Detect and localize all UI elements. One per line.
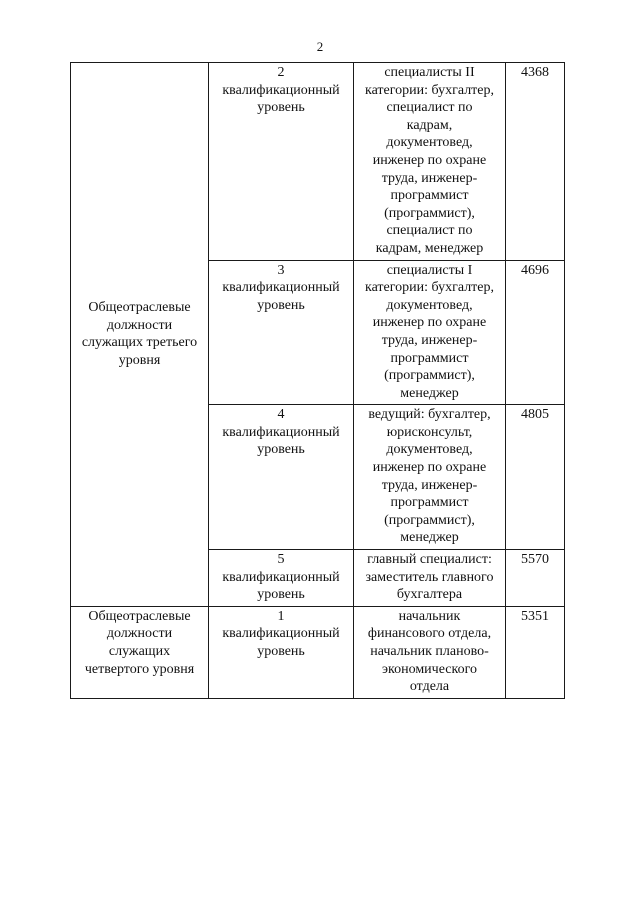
salary-cell: 4805 bbox=[506, 405, 565, 550]
positions-line: категории: бухгалтер, bbox=[364, 82, 495, 98]
positions-cell bbox=[354, 63, 506, 261]
positions-line: главный специалист: bbox=[367, 552, 492, 568]
positions-line: документовед, bbox=[386, 442, 473, 458]
positions-line: программист bbox=[390, 188, 469, 204]
group-name-line: четвертого уровня bbox=[84, 661, 195, 677]
salary-table bbox=[70, 62, 565, 699]
group-name-line: должности bbox=[106, 626, 173, 642]
positions-line: труда, инженер- bbox=[381, 170, 478, 186]
positions-cell bbox=[354, 260, 506, 405]
level-text: квалификационный bbox=[222, 424, 340, 440]
positions-line: финансового отдела, bbox=[367, 626, 492, 642]
level-text: квалификационный bbox=[222, 626, 340, 642]
positions-line: инженер по охране bbox=[372, 315, 487, 331]
level-text: квалификационный bbox=[222, 569, 340, 585]
level-text: квалификационный bbox=[222, 82, 340, 98]
level-text: уровень bbox=[257, 587, 305, 603]
level-number: 4 bbox=[277, 407, 285, 423]
positions-line: заместитель главного bbox=[365, 569, 494, 585]
positions-line: менеджер bbox=[400, 530, 459, 546]
qualification-level-cell bbox=[209, 405, 354, 550]
positions-cell bbox=[354, 405, 506, 550]
level-text: уровень bbox=[257, 442, 305, 458]
qualification-level-cell bbox=[209, 550, 354, 607]
positions-line: (программист), bbox=[384, 205, 475, 221]
level-number: 5 bbox=[277, 552, 285, 568]
group-name-line: должности bbox=[106, 317, 173, 333]
positions-line: бухгалтера bbox=[396, 587, 463, 603]
positions-line: специалист по bbox=[386, 100, 473, 116]
group-name-line: служащих bbox=[108, 644, 171, 659]
page-number: 2 bbox=[316, 39, 324, 54]
positions-line: категории: бухгалтер, bbox=[364, 280, 495, 296]
group-name-line: Общеотраслевые bbox=[88, 608, 191, 624]
positions-line: кадрам, менеджер bbox=[375, 240, 484, 256]
positions-line: документовед, bbox=[386, 297, 473, 313]
salary-cell: 5351 bbox=[506, 606, 565, 698]
positions-cell bbox=[354, 606, 506, 698]
positions-line: (программист), bbox=[384, 368, 475, 384]
positions-line: специалисты I bbox=[386, 262, 473, 278]
qualification-level-cell bbox=[209, 606, 354, 698]
level-number: 1 bbox=[277, 608, 285, 624]
positions-line: ведущий: бухгалтер, bbox=[368, 407, 491, 423]
positions-line: юрисконсульт, bbox=[386, 424, 473, 440]
positions-line: начальник планово- bbox=[370, 644, 489, 659]
level-text: уровень bbox=[257, 644, 305, 659]
salary-cell: 4696 bbox=[506, 260, 565, 405]
salary-cell: 5570 bbox=[506, 550, 565, 607]
positions-line: программист bbox=[390, 350, 469, 366]
positions-line: экономического bbox=[382, 661, 477, 677]
level-number: 3 bbox=[277, 262, 285, 278]
positions-line: труда, инженер- bbox=[381, 332, 478, 348]
salary-cell: 4368 bbox=[506, 63, 565, 261]
positions-line: специалисты II bbox=[384, 65, 475, 80]
group-name-line: уровня bbox=[118, 353, 161, 368]
table-row bbox=[71, 606, 565, 698]
positions-line: инженер по охране bbox=[372, 152, 487, 168]
positions-line: труда, инженер- bbox=[381, 477, 478, 493]
group-name-line: Общеотраслевые bbox=[88, 300, 191, 316]
positions-line: отдела bbox=[409, 679, 450, 695]
positions-line: специалист по bbox=[386, 223, 473, 239]
qualification-level-cell bbox=[209, 63, 354, 261]
positions-line: начальник bbox=[398, 608, 461, 624]
group-name-line: служащих третьего bbox=[81, 335, 198, 351]
level-text: квалификационный bbox=[222, 280, 340, 296]
level-text: уровень bbox=[257, 297, 305, 313]
level-number: 2 bbox=[277, 65, 285, 80]
group-name-cell bbox=[71, 63, 209, 607]
positions-line: кадрам, bbox=[406, 117, 453, 133]
positions-line: программист bbox=[390, 495, 469, 511]
positions-line: менеджер bbox=[400, 385, 459, 401]
group-name-cell bbox=[71, 606, 209, 698]
level-text: уровень bbox=[257, 100, 305, 116]
qualification-level-cell bbox=[209, 260, 354, 405]
positions-line: (программист), bbox=[384, 512, 475, 528]
positions-line: инженер по охране bbox=[372, 460, 487, 476]
table-row bbox=[71, 63, 565, 261]
positions-cell bbox=[354, 550, 506, 607]
positions-line: документовед, bbox=[386, 135, 473, 151]
